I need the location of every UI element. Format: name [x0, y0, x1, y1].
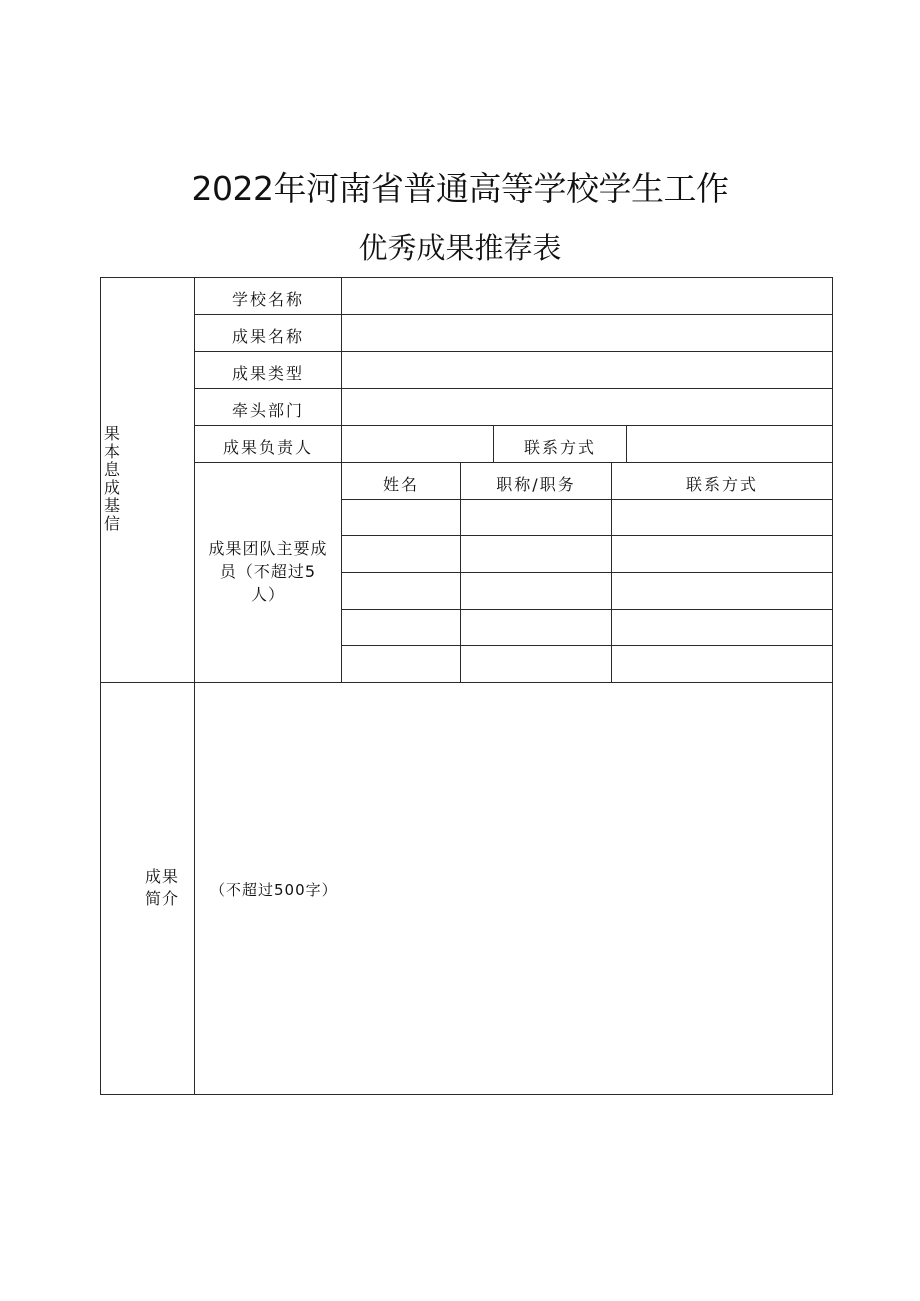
title-line-2: 优秀成果推荐表: [358, 231, 562, 265]
title-line-1: 2022年河南省普通高等学校学生工作: [191, 169, 729, 208]
leader-field[interactable]: [342, 426, 493, 462]
team-label-line: 人）: [250, 585, 285, 604]
row-divider: [194, 462, 833, 463]
summary-hint: （不超过500字）: [210, 881, 338, 899]
school-name-field[interactable]: [342, 278, 832, 314]
achievement-name-field[interactable]: [342, 315, 832, 351]
team-label-line: 成果团队主要成: [208, 539, 328, 558]
achievement-name-label: 成果名称: [231, 327, 304, 346]
lead-dept-label: 牵头部门: [231, 401, 304, 420]
team-col-name: 姓名: [382, 475, 419, 494]
table-border-bottom: [100, 1094, 833, 1095]
section-basic-info-label: 果本息成基信: [103, 424, 120, 533]
lead-dept-field[interactable]: [342, 389, 832, 425]
summary-label-line: 成果: [144, 867, 179, 886]
leader-contact-label: 联系方式: [523, 438, 596, 457]
team-col-contact: 联系方式: [685, 475, 758, 494]
team-members-label: [195, 537, 341, 606]
school-name-label: 学校名称: [231, 290, 304, 309]
table-border-right: [832, 277, 833, 1095]
leader-contact-field[interactable]: [627, 426, 832, 462]
leader-label: 成果负责人: [222, 438, 313, 457]
table-border-left: [100, 277, 101, 1095]
team-label-line: 员（不超过5: [219, 562, 317, 581]
achievement-type-label: 成果类型: [231, 364, 304, 383]
summary-label: [130, 866, 194, 910]
summary-label-line: 简介: [144, 889, 179, 908]
team-col-title: 职称/职务: [496, 475, 576, 494]
team-members-grid[interactable]: [342, 500, 832, 682]
achievement-type-field[interactable]: [342, 352, 832, 388]
